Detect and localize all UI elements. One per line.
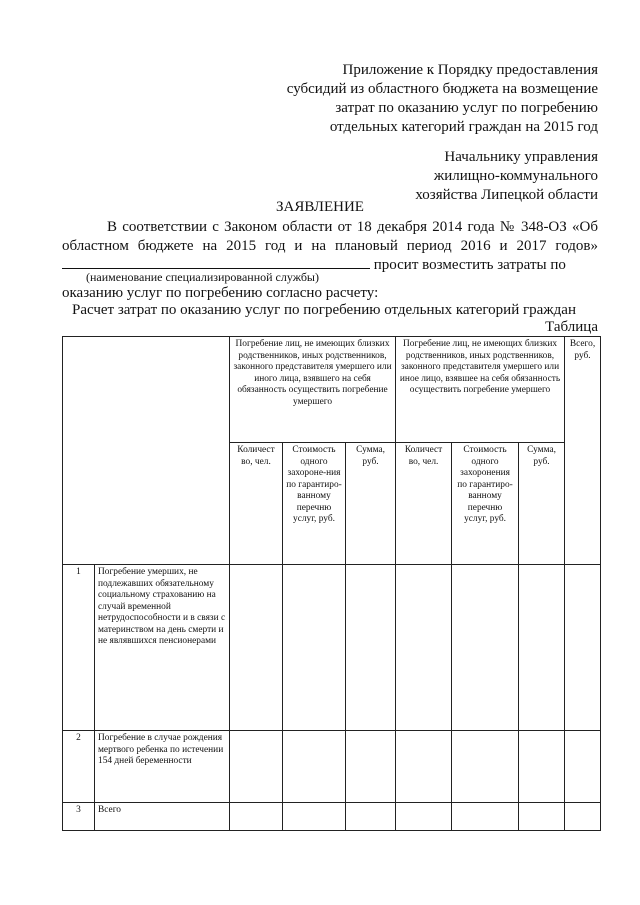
row-number: 3 — [63, 803, 95, 831]
g1-count-cell[interactable] — [230, 731, 283, 803]
g2-cost-header: Стоимость одного захоронения по гарантиро-ванному перечню услуг, руб. — [452, 443, 519, 565]
g2-sum-header: Сумма, руб. — [519, 443, 565, 565]
g1-count-cell[interactable] — [230, 565, 283, 731]
g2-cost-cell[interactable] — [452, 731, 519, 803]
table-row — [63, 565, 601, 731]
table-row — [63, 731, 601, 803]
request-text: просит возместить затраты по — [373, 257, 566, 273]
g2-cost-cell[interactable] — [452, 565, 519, 731]
g2-count-cell[interactable] — [396, 803, 452, 831]
addressee-line: жилищно-коммунального — [433, 168, 598, 184]
g1-sum-cell[interactable] — [346, 565, 396, 731]
total-cell[interactable] — [565, 803, 601, 831]
appendix-line: отдельных категорий граждан на 2015 год — [329, 119, 598, 135]
service-name-hint: (наименование специализированной службы) — [86, 270, 319, 284]
row-label: Погребение в случае рождения мертвого ребенка по истечении 154 дней беременности — [95, 731, 230, 803]
statement-line-3: оказанию услуг по погребению согласно расчету: — [62, 285, 379, 301]
g2-sum-cell[interactable] — [519, 803, 565, 831]
header-empty-cell — [63, 337, 230, 565]
appendix-line: субсидий из областного бюджета на возмещение — [286, 81, 598, 97]
document-title: ЗАЯВЛЕНИЕ — [276, 199, 364, 215]
appendix-line: затрат по оказанию услуг по погребению — [335, 100, 598, 116]
g1-sum-header: Сумма, руб. — [346, 443, 396, 565]
g1-cost-header: Стоимость одного захороне-ния по гарантиро-ванному перечню услуг, руб. — [283, 443, 346, 565]
g2-sum-cell[interactable] — [519, 565, 565, 731]
g1-sum-cell[interactable] — [346, 731, 396, 803]
table-label: Таблица — [545, 319, 598, 335]
row-number: 1 — [63, 565, 95, 731]
g1-cost-cell[interactable] — [283, 803, 346, 831]
row-label: Погребение умерших, не подлежавших обязательному социальному страхованию на случай временной нетрудоспособности и в связи с материнством на день смерти и не являвшихся пенсионерами — [95, 565, 230, 731]
total-header: Всего, руб. — [565, 337, 601, 565]
addressee-block — [415, 148, 598, 205]
g1-count-cell[interactable] — [230, 803, 283, 831]
table-row — [63, 803, 601, 831]
group1-header: Погребение лиц, не имеющих близких родственников, иных родственников, законного представителя умершего или иного лица, взявшего на себя обязанность осуществить погребение умершего — [230, 337, 396, 443]
g2-sum-cell[interactable] — [519, 731, 565, 803]
g1-cost-cell[interactable] — [283, 565, 346, 731]
row-label: Всего — [95, 803, 230, 831]
cost-table — [62, 336, 601, 831]
g2-cost-cell[interactable] — [452, 803, 519, 831]
g2-count-cell[interactable] — [396, 731, 452, 803]
table-header-row — [63, 337, 601, 443]
appendix-line: Приложение к Порядку предоставления — [342, 62, 598, 78]
g1-cost-cell[interactable] — [283, 731, 346, 803]
g1-sum-cell[interactable] — [346, 803, 396, 831]
total-cell[interactable] — [565, 565, 601, 731]
addressee-line: хозяйства Липецкой области — [415, 187, 598, 203]
appendix-header — [287, 61, 598, 137]
statement-line-1: В соответствии с Законом области от 18 декабря 2014 года № 348-ОЗ «Об — [107, 219, 598, 235]
g2-count-cell[interactable] — [396, 565, 452, 731]
group2-header: Погребение лиц, не имеющих близких родственников, иных родственников, законного представителя умершего или иное лицо, взявшее на себя обязанность осуществить погребение умершего — [396, 337, 565, 443]
addressee-line: Начальнику управления — [444, 149, 598, 165]
g2-count-header: Количест во, чел. — [396, 443, 452, 565]
g1-count-header: Количест во, чел. — [230, 443, 283, 565]
statement-line-2: областном бюджете на 2015 год и на плановый период 2016 и 2017 годов» — [62, 238, 598, 254]
row-number: 2 — [63, 731, 95, 803]
service-name-blank-line[interactable] — [62, 255, 370, 269]
total-cell[interactable] — [565, 731, 601, 803]
calculation-heading: Расчет затрат по оказанию услуг по погребению отдельных категорий граждан — [72, 302, 576, 318]
